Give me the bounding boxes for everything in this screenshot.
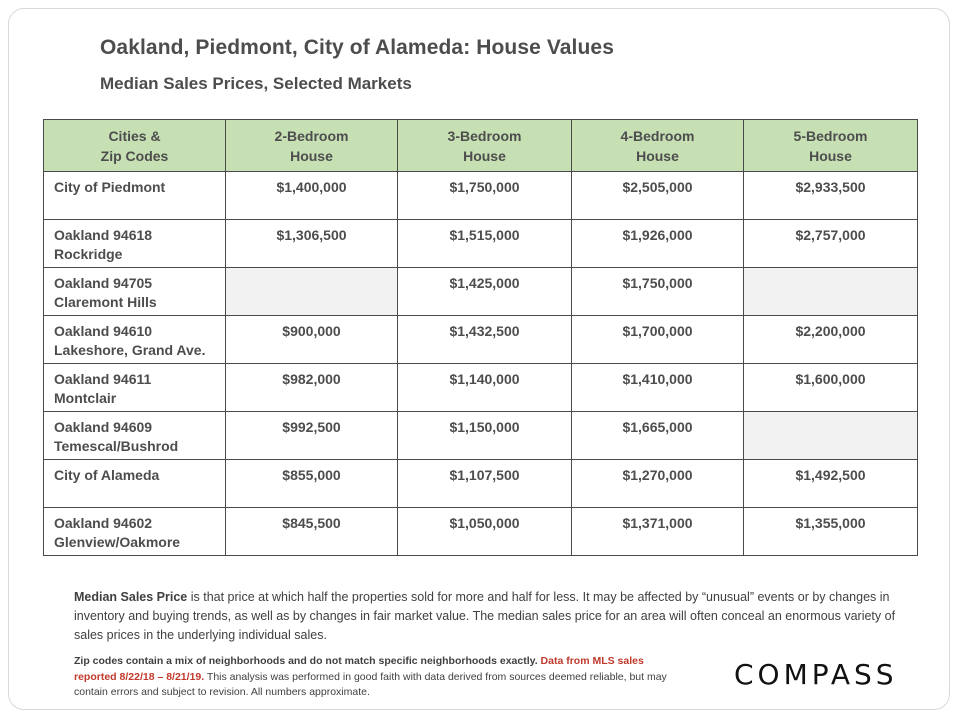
city-label: Oakland 94609 (54, 419, 153, 435)
table-row (44, 316, 918, 364)
price-cell: $845,500 (226, 508, 398, 556)
city-cell (44, 316, 226, 364)
price-cell: $2,933,500 (744, 172, 918, 220)
price-cell: $1,665,000 (572, 412, 744, 460)
price-cell: $1,515,000 (398, 220, 572, 268)
price-cell: $1,107,500 (398, 460, 572, 508)
data-footnote (74, 654, 674, 701)
footnote-bold: Zip codes contain a mix of neighborhoods and do not match specific neighborhoods exactly. (74, 655, 538, 667)
city-label: Oakland 94610 (54, 323, 153, 339)
table-row (44, 268, 918, 316)
city-label: Oakland 94705 (54, 275, 153, 291)
note-text: is that price at which half the properties sold for more and half for less. It may be affected by “unusual” events or by changes in inventory and buying trends, as well as by changes in fair market value. The median sales price for an area will often conceal an enormous variety of sales prices in the underlying individual sales. (74, 590, 896, 642)
price-cell: $2,757,000 (744, 220, 918, 268)
price-cell: $900,000 (226, 316, 398, 364)
price-cell: $1,400,000 (226, 172, 398, 220)
price-cell: $1,600,000 (744, 364, 918, 412)
table-row (44, 172, 918, 220)
price-cell: $1,371,000 (572, 508, 744, 556)
page-subtitle: Median Sales Prices, Selected Markets (100, 74, 412, 93)
city-label: Montclair (54, 390, 117, 406)
page-title: Oakland, Piedmont, City of Alameda: House Values (100, 36, 614, 59)
table-row (44, 508, 918, 556)
table-body (44, 172, 918, 556)
price-cell: $1,700,000 (572, 316, 744, 364)
price-cell: $1,432,500 (398, 316, 572, 364)
city-cell (44, 364, 226, 412)
table-row (44, 220, 918, 268)
city-label: Oakland 94611 (54, 371, 152, 387)
header-5-bedroom: 5-Bedroom House (744, 120, 918, 172)
price-cell: $1,306,500 (226, 220, 398, 268)
table-row (44, 364, 918, 412)
city-label: Glenview/Oakmore (54, 534, 181, 550)
city-cell (44, 268, 226, 316)
city-cell (44, 460, 226, 508)
note-term: Median Sales Price (74, 590, 188, 604)
price-cell: $982,000 (226, 364, 398, 412)
price-cell (226, 268, 398, 316)
table-row (44, 412, 918, 460)
city-cell (44, 508, 226, 556)
median-definition-note (74, 588, 919, 645)
median-prices-table (43, 119, 918, 556)
price-cell: $1,050,000 (398, 508, 572, 556)
price-cell: $1,355,000 (744, 508, 918, 556)
city-cell (44, 220, 226, 268)
compass-logo: COMPASS (734, 658, 898, 691)
price-cell: $1,926,000 (572, 220, 744, 268)
city-label: Oakland 94618 (54, 227, 153, 243)
header-4-bedroom: 4-Bedroom House (572, 120, 744, 172)
footnote-disclaimer: This analysis was performed in good faith with data derived from sources deemed reliable, but may contain errors and subject to revision. All numbers approximate. (74, 670, 667, 698)
header-2-bedroom: 2-Bedroom House (226, 120, 398, 172)
price-cell: $2,200,000 (744, 316, 918, 364)
header-cities: Cities & Zip Codes (44, 120, 226, 172)
price-cell (744, 412, 918, 460)
price-cell: $1,140,000 (398, 364, 572, 412)
price-cell: $1,492,500 (744, 460, 918, 508)
price-cell: $1,425,000 (398, 268, 572, 316)
table-row (44, 460, 918, 508)
price-cell: $992,500 (226, 412, 398, 460)
price-cell: $1,150,000 (398, 412, 572, 460)
city-label: Lakeshore, Grand Ave. (54, 342, 206, 358)
price-cell: $855,000 (226, 460, 398, 508)
table-header-row (44, 120, 918, 172)
price-cell: $1,750,000 (398, 172, 572, 220)
city-label: Temescal/Bushrod (54, 438, 179, 454)
price-cell: $1,270,000 (572, 460, 744, 508)
city-label: City of Piedmont (54, 179, 166, 195)
header-3-bedroom: 3-Bedroom House (398, 120, 572, 172)
price-cell (744, 268, 918, 316)
price-cell: $1,750,000 (572, 268, 744, 316)
city-cell (44, 412, 226, 460)
city-label: Oakland 94602 (54, 515, 153, 531)
city-label: Claremont Hills (54, 294, 157, 310)
city-label: City of Alameda (54, 467, 160, 483)
price-cell: $2,505,000 (572, 172, 744, 220)
footnote-data-source: Data from MLS sales reported 8/22/18 – 8/21/19. (74, 655, 644, 683)
city-cell (44, 172, 226, 220)
price-cell: $1,410,000 (572, 364, 744, 412)
city-label: Rockridge (54, 246, 123, 262)
